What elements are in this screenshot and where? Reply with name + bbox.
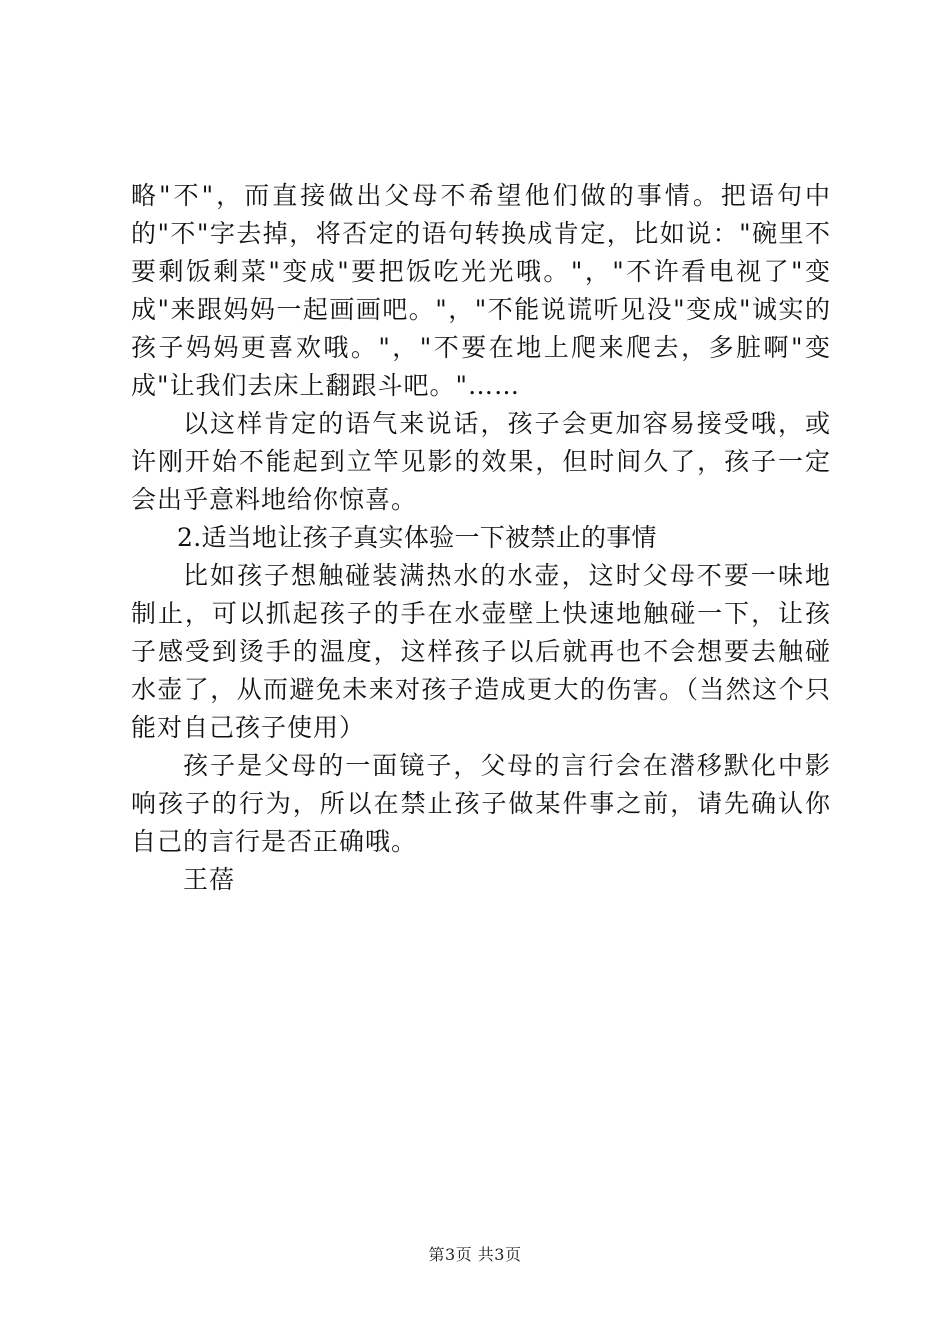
- paragraph-continuation: 略"不"，而直接做出父母不希望他们做的事情。把语句中的"不"字去掉，将否定的语句转换成肯定，比如说："碗里不要剩饭剩菜"变成"要把饭吃光光哦。"，"不许看电视了"变成"来跟妈妈一起画画吧。"，"不能说谎听见没"变成"诚实的孩子妈妈更喜欢哦。"，"不要在地上爬来爬去，多脏啊"变成"让我们去床上翻跟斗吧。"……: [131, 181, 831, 400]
- paragraph-conclusion: 孩子是父母的一面镜子，父母的言行会在潜移默化中影响孩子的行为，所以在禁止孩子做某件事之前，请先确认你自己的言行是否正确哦。: [131, 751, 831, 856]
- section-heading: 2.适当地让孩子真实体验一下被禁止的事情: [177, 523, 657, 552]
- document-body: [131, 177, 831, 899]
- paragraph-positive-tone: 以这样肯定的语气来说话，孩子会更加容易接受哦，或许刚开始不能起到立竿见影的效果，但时间久了，孩子一定会出乎意料地给你惊喜。: [131, 409, 831, 514]
- paragraph-example: 比如孩子想触碰装满热水的水壶，这时父母不要一味地制止，可以抓起孩子的手在水壶壁上快速地触碰一下，让孩子感受到烫手的温度，这样孩子以后就再也不会想要去触碰水壶了，从而避免未来对孩子造成更大的伤害。（当然这个只能对自己孩子使用）: [131, 561, 831, 742]
- page-number-footer: 第3页 共3页: [428, 1245, 522, 1264]
- author-name: 王蓓: [183, 865, 236, 894]
